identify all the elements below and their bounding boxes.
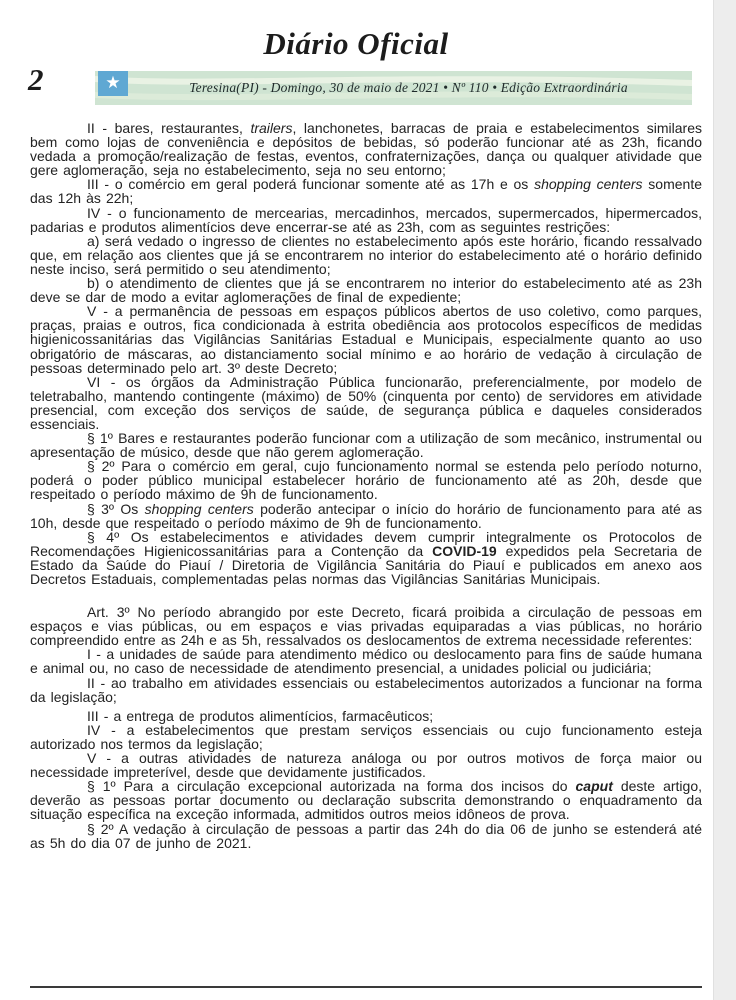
star-icon: ★ <box>105 73 121 92</box>
paragraph: § 3º Os shopping centers poderão antecipar o início do horário de funcionamento para até as 10h, desde que respeitado o período máximo de 9h de funcionamento. <box>30 500 702 531</box>
scan-edge <box>713 0 736 1000</box>
paragraph: IV - o funcionamento de mercearias, mercadinhos, mercados, supermercados, hipermercados, padarias e produtos alimentícios deve encerrar-se até as 23h, com as seguintes restrições: <box>30 204 702 235</box>
paragraph: § 1º Bares e restaurantes poderão funcionar com a utilização de som mecânico, instrumental ou apresentação de músico, desde que não gerem aglomeração. <box>30 430 702 461</box>
paragraph: Art. 3º No período abrangido por este Decreto, ficará proibida a circulação de pessoas em espaços e vias públicas, ou em espaços e vias privadas equiparadas a vias públicas, no horário compreendido entre as 24h e as 5h, ressalvados os deslocamentos de extrema necessidade referentes: <box>30 604 702 649</box>
masthead-banner <box>95 71 692 105</box>
paragraph: § 2º Para o comércio em geral, cujo funcionamento normal se estenda pelo período noturno, poderá o poder público municipal estabelecer horário de funcionamento até as 20h, desde que respeitado o período máximo de 9h de funcionamento. <box>30 458 702 503</box>
paragraph: § 2º A vedação à circulação de pessoas a partir das 24h do dia 06 de junho se estenderá até as 5h do dia 07 de junho de 2021. <box>30 820 702 851</box>
paragraph: b) o atendimento de clientes que já se encontrarem no interior do estabelecimento até as 23h deve se dar de modo a evitar aglomerações de final de expediente; <box>30 275 702 306</box>
paragraph: VI - os órgãos da Administração Pública funcionarão, preferencialmente, por modelo de teletrabalho, mantendo contingente (máximo) de 50% (cinquenta por cento) de servidores em atividade presencial, com exceção dos serviços de saúde, de segurança pública e daqueles considerados essenciais. <box>30 373 702 432</box>
piaui-flag-icon <box>98 71 128 96</box>
paragraph: § 4º Os estabelecimentos e atividades devem cumprir integralmente os Protocolos de Recomendações Higienicossanitárias para a Contenção da COVID-19 expedidos pela Secretaria de Estado da Saúde do Piauí / Diretoria de Vigilância Sanitária do Piauí e publicados em anexo aos Decretos Estaduais, complementadas pelas normas das Vigilâncias Sanitárias Municipais. <box>30 528 702 587</box>
paragraph: III - a entrega de produtos alimentícios, farmacêuticos; <box>87 707 434 724</box>
paragraph: V - a permanência de pessoas em espaços públicos abertos de uso coletivo, como parques, praças, praias e outros, fica condicionada à estrita obediência aos protocolos específicos de medidas higienicossanitárias das Vigilâncias Sanitárias Estadual e Municipais, especialmente quanto ao uso obrigatório de máscaras, ao distanciamento social mínimo e ao horário de vedação à circulação de pessoas determinado pelo art. 3º deste Decreto; <box>30 303 702 376</box>
paragraph: I - a unidades de saúde para atendimento médico ou deslocamento para fins de saúde humana e animal ou, no caso de necessidade de atendimento presencial, a unidades policial ou judiciária; <box>30 646 702 677</box>
paragraph: a) será vedado o ingresso de clientes no estabelecimento após este horário, ficando ressalvado que, em relação aos clientes que já se encontrarem no interior do estabelecimento até o horário definido neste inciso, será permitido o seu atendimento; <box>30 232 702 277</box>
paragraph: IV - a estabelecimentos que prestam serviços essenciais ou cujo funcionamento esteja autorizado nos termos da legislação; <box>30 721 702 752</box>
bottom-divider <box>30 986 702 988</box>
paragraph: II - bares, restaurantes, trailers, lanchonetes, barracas de praia e estabelecimentos similares bem como lojas de conveniência e depósitos de bebidas, só poderão funcionar até as 23h, ficando vedada a promoção/realização de festas, eventos, confraternizações, dança ou qualquer atividade que gere aglomeração, seja no estabelecimento, seja no seu entorno; <box>30 120 703 179</box>
paragraph: V - a outras atividades de natureza análoga ou por outros motivos de força maior ou necessidade impreterível, desde que devidamente justificados. <box>30 750 702 781</box>
banner-text: Teresina(PI) - Domingo, 30 de maio de 2021 • Nº 110 • Edição Extraordinária <box>189 80 628 95</box>
page-title: Diário Oficial <box>263 26 449 61</box>
page-number: 2 <box>28 62 44 97</box>
paragraph: § 1º Para a circulação excepcional autorizada na forma dos incisos do caput deste artigo, deverão as pessoas portar documento ou declaração subscrita demonstrando o enquadramento da situação específica na exceção informada, admitidos outros meios idôneos de prova. <box>30 778 702 823</box>
paragraph: III - o comércio em geral poderá funcionar somente até as 17h e os shopping centers somente das 12h às 22h; <box>30 176 703 207</box>
paragraph: II - ao trabalho em atividades essenciais ou estabelecimentos autorizados a funcionar na forma da legislação; <box>30 674 702 705</box>
document-body <box>30 121 702 850</box>
